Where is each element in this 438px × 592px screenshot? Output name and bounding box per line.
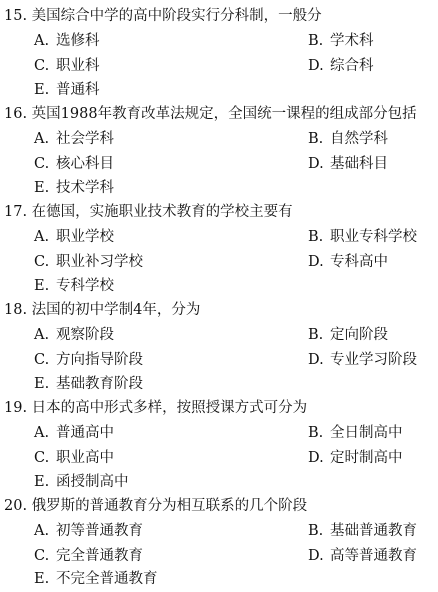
question-stem bbox=[4, 200, 293, 224]
option-letter: E. bbox=[34, 82, 50, 98]
option-letter: E. bbox=[34, 474, 50, 490]
question-number: 16. bbox=[4, 106, 28, 122]
option-d bbox=[308, 348, 417, 372]
option-text: 专科高中 bbox=[330, 254, 388, 270]
option-e bbox=[34, 274, 114, 298]
option-letter: A. bbox=[34, 33, 50, 49]
option-text: 全日制高中 bbox=[330, 425, 403, 441]
option-text: 函授制高中 bbox=[56, 474, 129, 490]
option-c bbox=[34, 152, 114, 176]
option-letter: D. bbox=[308, 548, 324, 564]
option-letter: C. bbox=[34, 58, 50, 74]
option-letter: B. bbox=[308, 425, 324, 441]
question-text: 英国1988年教育改革法规定，全国统一课程的组成部分包括 bbox=[31, 106, 417, 122]
option-d bbox=[308, 250, 388, 274]
option-letter: E. bbox=[34, 180, 50, 196]
option-a bbox=[34, 421, 114, 445]
option-text: 初等普通教育 bbox=[56, 523, 143, 539]
option-text: 职业科 bbox=[56, 58, 100, 74]
question-number: 15. bbox=[4, 8, 28, 24]
question-stem bbox=[4, 4, 322, 28]
option-e bbox=[34, 567, 158, 591]
option-letter: D. bbox=[308, 352, 324, 368]
option-text: 高等普通教育 bbox=[330, 548, 417, 564]
option-letter: D. bbox=[308, 58, 324, 74]
option-a bbox=[34, 127, 114, 151]
option-text: 不完全普通教育 bbox=[56, 571, 158, 587]
option-letter: A. bbox=[34, 425, 50, 441]
question-stem bbox=[4, 298, 200, 322]
option-text: 基础科目 bbox=[330, 156, 388, 172]
option-text: 职业补习学校 bbox=[56, 254, 143, 270]
question-text: 法国的初中学制4年，分为 bbox=[31, 302, 201, 318]
question-text: 在德国，实施职业技术教育的学校主要有 bbox=[31, 204, 293, 220]
question-text: 日本的高中形式多样，按照授课方式可分为 bbox=[31, 400, 308, 416]
option-d bbox=[308, 54, 374, 78]
option-text: 综合科 bbox=[330, 58, 374, 74]
question-stem bbox=[4, 494, 307, 518]
option-b bbox=[308, 127, 388, 151]
option-a bbox=[34, 225, 114, 249]
option-letter: B. bbox=[308, 229, 324, 245]
option-letter: D. bbox=[308, 450, 324, 466]
option-e bbox=[34, 78, 100, 102]
option-letter: B. bbox=[308, 33, 324, 49]
option-d bbox=[308, 446, 403, 470]
option-text: 定向阶段 bbox=[330, 327, 388, 343]
option-b bbox=[308, 323, 388, 347]
option-text: 专业学习阶段 bbox=[330, 352, 417, 368]
option-letter: E. bbox=[34, 571, 50, 587]
question-number: 17. bbox=[4, 204, 28, 220]
option-d bbox=[308, 544, 417, 568]
option-letter: A. bbox=[34, 131, 50, 147]
option-text: 选修科 bbox=[56, 33, 100, 49]
option-a bbox=[34, 323, 114, 347]
option-letter: B. bbox=[308, 523, 324, 539]
option-b bbox=[308, 29, 374, 53]
option-text: 社会学科 bbox=[56, 131, 114, 147]
option-text: 普通科 bbox=[56, 82, 100, 98]
option-text: 完全普通教育 bbox=[56, 548, 143, 564]
option-d bbox=[308, 152, 388, 176]
option-b bbox=[308, 421, 403, 445]
option-letter: A. bbox=[34, 523, 50, 539]
option-letter: B. bbox=[308, 131, 324, 147]
option-c bbox=[34, 446, 114, 470]
question-text: 俄罗斯的普通教育分为相互联系的几个阶段 bbox=[31, 498, 308, 514]
question-stem bbox=[4, 102, 417, 126]
option-c bbox=[34, 250, 143, 274]
option-text: 职业学校 bbox=[56, 229, 114, 245]
option-b bbox=[308, 225, 417, 249]
option-text: 学术科 bbox=[330, 33, 374, 49]
option-letter: D. bbox=[308, 254, 324, 270]
option-text: 技术学科 bbox=[56, 180, 114, 196]
option-letter: C. bbox=[34, 156, 50, 172]
option-text: 职业高中 bbox=[56, 450, 114, 466]
option-text: 方向指导阶段 bbox=[56, 352, 143, 368]
option-letter: C. bbox=[34, 254, 50, 270]
option-letter: B. bbox=[308, 327, 324, 343]
option-c bbox=[34, 54, 100, 78]
option-text: 基础教育阶段 bbox=[56, 376, 143, 392]
option-b bbox=[308, 519, 417, 543]
question-number: 20. bbox=[4, 498, 28, 514]
question-stem bbox=[4, 396, 307, 420]
option-letter: D. bbox=[308, 156, 324, 172]
question-text: 美国综合中学的高中阶段实行分科制，一般分 bbox=[31, 8, 322, 24]
option-text: 普通高中 bbox=[56, 425, 114, 441]
option-e bbox=[34, 372, 143, 396]
option-text: 自然学科 bbox=[330, 131, 388, 147]
option-text: 专科学校 bbox=[56, 278, 114, 294]
option-text: 观察阶段 bbox=[56, 327, 114, 343]
option-text: 职业专科学校 bbox=[330, 229, 417, 245]
option-c bbox=[34, 544, 143, 568]
option-e bbox=[34, 470, 129, 494]
option-c bbox=[34, 348, 143, 372]
option-letter: A. bbox=[34, 327, 50, 343]
option-e bbox=[34, 176, 114, 200]
option-text: 基础普通教育 bbox=[330, 523, 417, 539]
option-letter: C. bbox=[34, 450, 50, 466]
option-a bbox=[34, 519, 143, 543]
question-number: 18. bbox=[4, 302, 28, 318]
option-letter: C. bbox=[34, 548, 50, 564]
option-text: 定时制高中 bbox=[330, 450, 403, 466]
option-a bbox=[34, 29, 100, 53]
option-letter: C. bbox=[34, 352, 50, 368]
question-number: 19. bbox=[4, 400, 28, 416]
option-letter: A. bbox=[34, 229, 50, 245]
option-text: 核心科目 bbox=[56, 156, 114, 172]
option-letter: E. bbox=[34, 376, 50, 392]
option-letter: E. bbox=[34, 278, 50, 294]
